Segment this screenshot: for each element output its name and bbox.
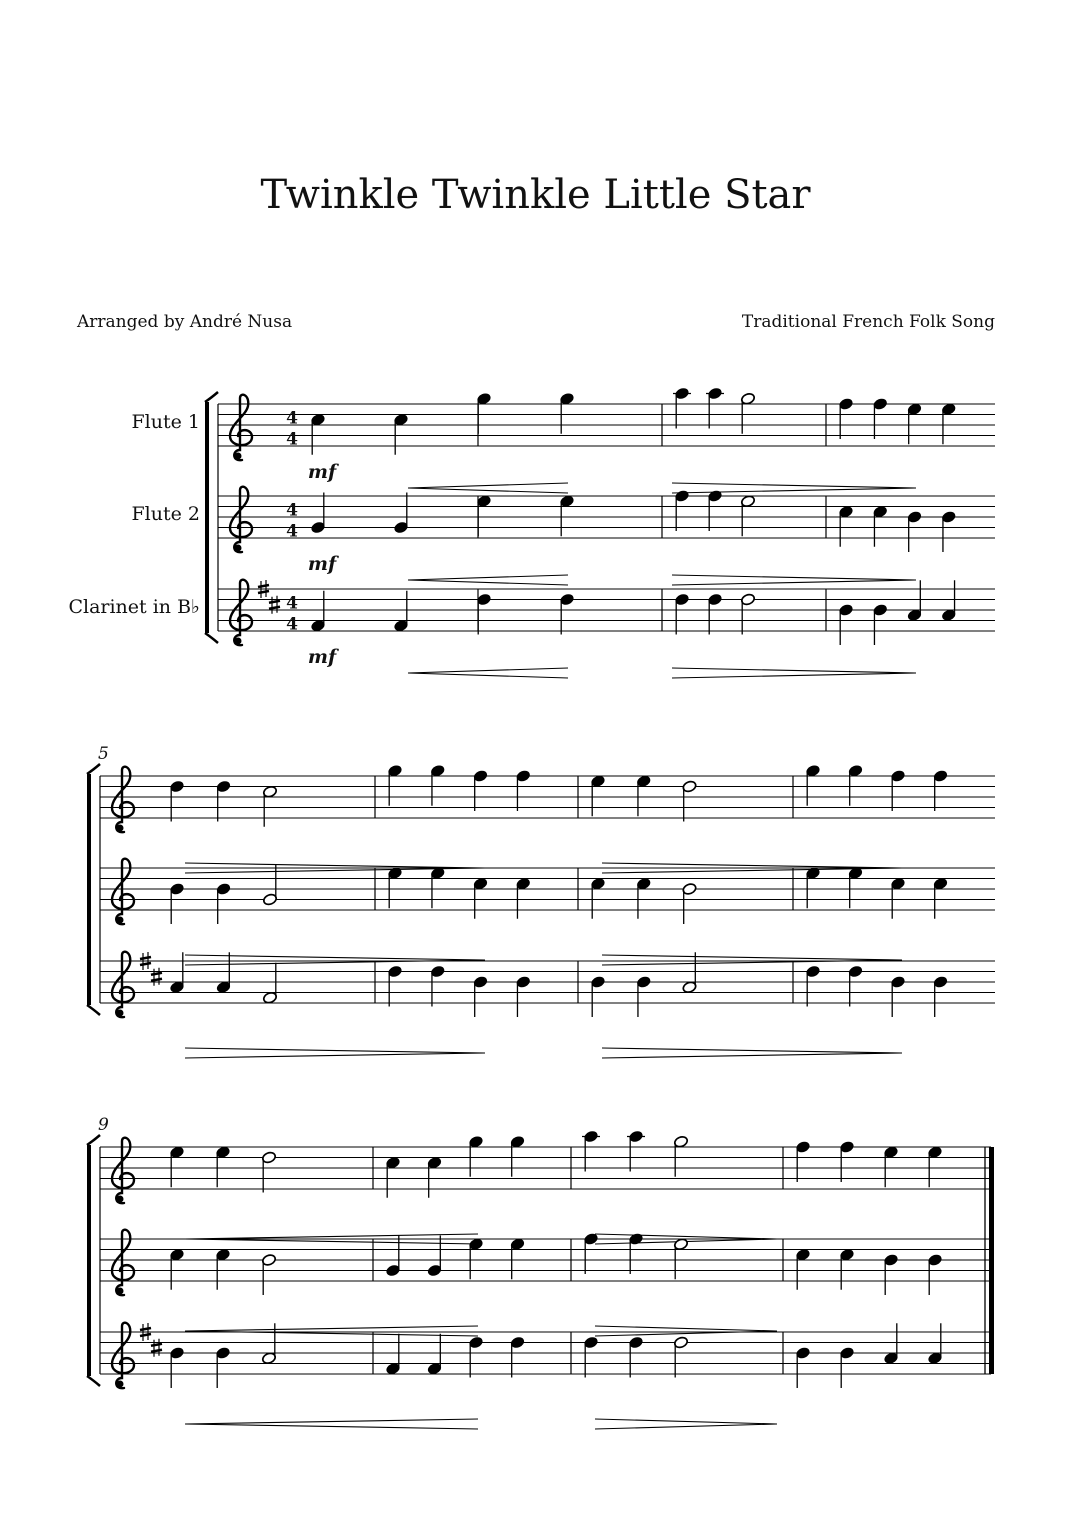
note — [516, 877, 531, 919]
note — [430, 867, 445, 909]
note — [387, 867, 402, 909]
measure-1 — [310, 493, 574, 537]
final-barline-thick — [989, 1147, 994, 1374]
note — [590, 877, 605, 919]
measure-11 — [795, 1323, 942, 1388]
note — [468, 1336, 483, 1378]
diminuendo-hairpin — [185, 955, 485, 965]
note — [636, 975, 651, 1017]
note — [873, 397, 888, 439]
note — [707, 489, 722, 531]
note — [262, 785, 277, 827]
measure-number: 9 — [98, 1115, 109, 1135]
note — [169, 882, 184, 924]
note — [510, 1135, 525, 1177]
note — [706, 387, 724, 429]
dynamic-marking: mf — [307, 553, 337, 575]
diminuendo-hairpin — [672, 575, 916, 585]
note — [848, 965, 863, 1007]
note — [873, 603, 888, 645]
note — [838, 505, 853, 547]
note — [941, 510, 956, 552]
note — [468, 1238, 483, 1280]
note — [559, 593, 574, 635]
crescendo-hairpin — [408, 668, 568, 678]
note — [216, 780, 231, 822]
note — [890, 877, 905, 919]
note — [590, 975, 605, 1017]
note — [261, 1253, 276, 1295]
note — [169, 1248, 184, 1290]
note — [927, 1253, 942, 1295]
note — [262, 865, 277, 907]
note — [839, 1346, 854, 1388]
note — [890, 769, 905, 811]
dynamic-marking: mf — [307, 646, 337, 668]
note — [559, 392, 574, 434]
time-signature-denominator: 4 — [286, 521, 298, 542]
sharp-icon — [269, 596, 280, 614]
note — [907, 403, 922, 445]
note — [473, 769, 488, 811]
note — [927, 1146, 942, 1188]
note — [430, 965, 445, 1007]
note — [310, 493, 325, 535]
crescendo-hairpin — [408, 575, 568, 585]
sharp-icon — [151, 1339, 162, 1357]
note — [673, 1238, 688, 1280]
note — [261, 1151, 276, 1193]
note — [216, 952, 231, 994]
note — [941, 403, 956, 445]
note — [473, 877, 488, 919]
note — [907, 580, 922, 622]
measure-7 — [805, 764, 948, 811]
measure-4 — [169, 952, 277, 1004]
page-title: Twinkle Twinkle Little Star — [260, 172, 811, 218]
diminuendo-hairpin — [602, 955, 902, 965]
note — [838, 603, 853, 645]
note — [933, 877, 948, 919]
measure-9 — [385, 1334, 525, 1378]
time-signature-denominator: 4 — [286, 429, 298, 450]
diminuendo-hairpin — [595, 1326, 777, 1336]
note — [393, 591, 408, 633]
measure-5 — [387, 867, 531, 919]
note — [393, 493, 408, 535]
note — [427, 1236, 442, 1278]
note — [387, 764, 402, 806]
composer-credit: Traditional French Folk Song — [741, 312, 995, 332]
measure-6 — [590, 775, 697, 822]
note — [883, 1146, 898, 1188]
note — [169, 1346, 184, 1388]
note — [468, 1135, 483, 1177]
note — [627, 1130, 645, 1172]
staff-3 — [100, 1323, 991, 1429]
note — [216, 882, 231, 924]
crescendo-hairpin — [408, 483, 568, 493]
note — [427, 1156, 442, 1198]
note — [795, 1140, 810, 1182]
note — [516, 769, 531, 811]
note — [674, 489, 689, 531]
note — [628, 1232, 643, 1274]
measure-8 — [169, 1146, 276, 1193]
diminuendo-hairpin — [672, 668, 916, 678]
system-1 — [68, 392, 995, 678]
note — [476, 593, 491, 635]
note — [310, 591, 325, 633]
note — [682, 780, 697, 822]
measure-9 — [385, 1236, 525, 1280]
time-signature-numerator: 4 — [286, 593, 298, 614]
instrument-label: Clarinet in B♭ — [68, 596, 200, 619]
system-bracket — [87, 774, 91, 1005]
note — [385, 1334, 400, 1376]
note — [215, 1346, 230, 1388]
note — [682, 882, 697, 924]
note — [883, 1323, 898, 1365]
note — [385, 1236, 400, 1278]
note — [310, 413, 325, 455]
note — [933, 769, 948, 811]
measure-1 — [310, 392, 574, 455]
crescendo-hairpin — [185, 1419, 478, 1429]
note — [927, 1323, 942, 1365]
note — [674, 593, 689, 635]
time-signature-denominator: 4 — [286, 614, 298, 635]
note — [740, 495, 755, 537]
measure-number: 5 — [98, 744, 109, 764]
diminuendo-hairpin — [595, 1419, 777, 1429]
note — [805, 965, 820, 1007]
measure-2 — [673, 387, 756, 434]
measure-2 — [674, 593, 755, 635]
note — [740, 593, 755, 635]
measure-3 — [838, 505, 956, 552]
note — [795, 1248, 810, 1290]
measure-9 — [385, 1135, 525, 1198]
arranger-credit: Arranged by André Nusa — [77, 312, 293, 332]
measure-1 — [310, 591, 574, 635]
dynamic-marking: mf — [307, 461, 337, 483]
note — [839, 1140, 854, 1182]
note — [393, 413, 408, 455]
note — [476, 495, 491, 537]
note — [839, 1248, 854, 1290]
note — [169, 780, 184, 822]
note — [430, 764, 445, 806]
staff-1 — [100, 767, 995, 873]
note — [740, 392, 755, 434]
measure-6 — [590, 877, 697, 924]
measure-5 — [387, 965, 531, 1017]
note — [848, 867, 863, 909]
note — [583, 1336, 598, 1378]
measure-8 — [169, 1248, 276, 1295]
crescendo-hairpin — [185, 1326, 478, 1336]
diminuendo-hairpin — [185, 1048, 485, 1058]
measure-8 — [169, 1323, 276, 1388]
time-signature-numerator: 4 — [286, 500, 298, 521]
note — [582, 1130, 600, 1172]
time-signature-numerator: 4 — [286, 408, 298, 429]
note — [883, 1253, 898, 1295]
note — [215, 1146, 230, 1188]
note — [427, 1334, 442, 1376]
measure-6 — [590, 952, 697, 1017]
note — [673, 1336, 688, 1378]
measure-3 — [838, 580, 956, 645]
note — [890, 975, 905, 1017]
staff-1 — [131, 395, 995, 493]
note — [385, 1156, 400, 1198]
note — [262, 963, 277, 1005]
note — [628, 1336, 643, 1378]
note — [707, 593, 722, 635]
measure-7 — [805, 965, 948, 1017]
instrument-label: Flute 2 — [131, 503, 200, 526]
note — [873, 505, 888, 547]
note — [795, 1346, 810, 1388]
note — [673, 387, 691, 429]
note — [559, 495, 574, 537]
note — [473, 975, 488, 1017]
measure-7 — [805, 867, 948, 919]
note — [636, 775, 651, 817]
measure-10 — [582, 1130, 689, 1177]
note — [636, 877, 651, 919]
note — [510, 1238, 525, 1280]
note — [169, 1146, 184, 1188]
note — [583, 1232, 598, 1274]
note — [476, 392, 491, 434]
system-bracket — [87, 1145, 91, 1376]
note — [673, 1135, 688, 1177]
diminuendo-hairpin — [602, 1048, 902, 1058]
instrument-label: Flute 1 — [131, 411, 200, 434]
note — [941, 580, 956, 622]
note — [805, 867, 820, 909]
note — [805, 764, 820, 806]
staff-1 — [100, 1138, 991, 1244]
note — [933, 975, 948, 1017]
note — [682, 952, 697, 994]
note — [215, 1248, 230, 1290]
diminuendo-hairpin — [672, 483, 916, 493]
sharp-icon — [151, 968, 162, 986]
note — [169, 952, 184, 994]
system-3 — [87, 1115, 991, 1429]
staff-2 — [100, 1230, 991, 1336]
note — [387, 965, 402, 1007]
note — [590, 775, 605, 817]
system-bracket — [205, 402, 209, 633]
note — [848, 764, 863, 806]
note — [907, 510, 922, 552]
note — [516, 975, 531, 1017]
note — [838, 397, 853, 439]
note — [510, 1336, 525, 1378]
measure-11 — [795, 1248, 942, 1295]
measure-5 — [387, 764, 531, 811]
